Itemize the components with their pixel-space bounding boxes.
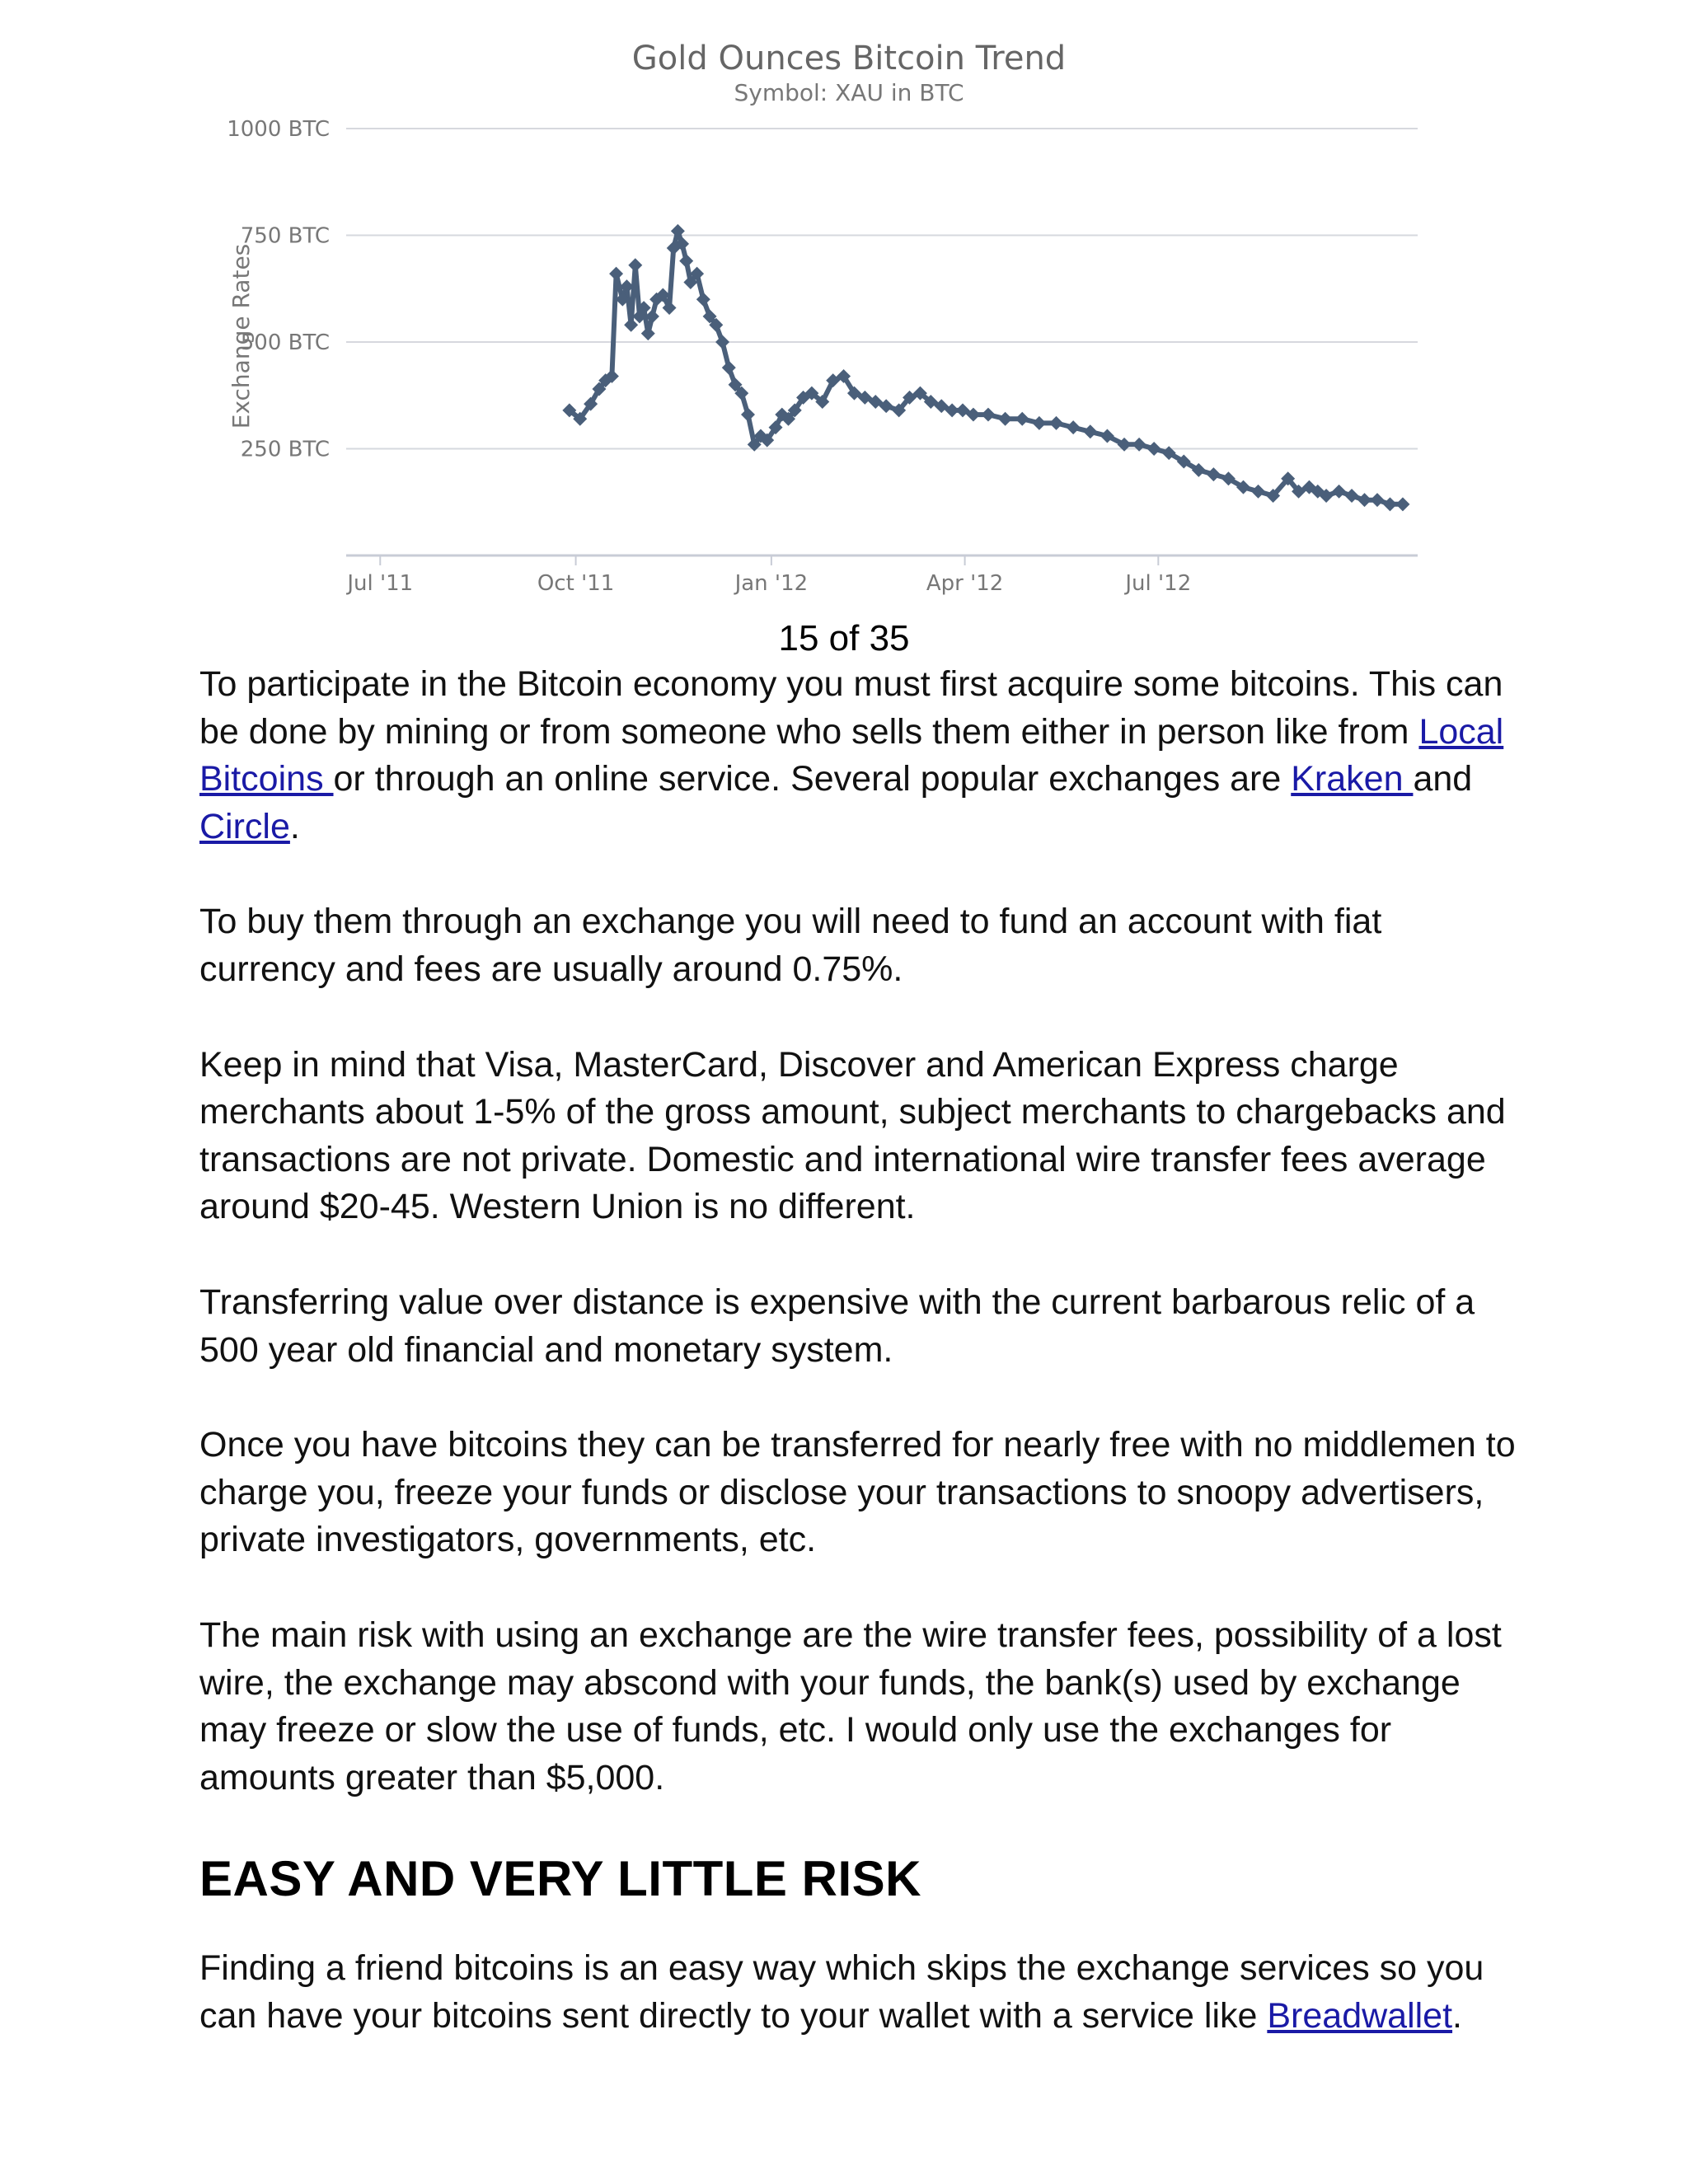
data-point xyxy=(1067,420,1081,434)
data-point xyxy=(981,408,995,422)
chart xyxy=(190,31,1442,608)
chart-title: Gold Ounces Bitcoin Trend xyxy=(631,40,1067,77)
link-kraken[interactable]: Kraken xyxy=(1291,759,1414,799)
text: . xyxy=(289,806,300,846)
x-tick-label: Oct '11 xyxy=(537,571,615,596)
x-tick-label: Jul '11 xyxy=(347,571,414,596)
link-circle[interactable]: Circle xyxy=(199,806,290,846)
data-point xyxy=(641,326,655,340)
document-body xyxy=(199,661,1518,2088)
paragraph-exchange-risk: The main risk with using an exchange are the wire transfer fees, possibility of a lost wire, the exchange may abscond with your funds, the bank(s) used by exchange may freeze or slow the use of funds, etc. I would only use the exchanges for amounts greater than $5,000. xyxy=(199,1615,1502,1797)
data-point xyxy=(1357,493,1372,507)
data-point xyxy=(696,293,710,307)
data-point xyxy=(1371,493,1385,507)
data-point xyxy=(1383,497,1397,511)
data-point xyxy=(1207,467,1221,481)
paragraph-transfer-cost: Transferring value over distance is expensive with the current barbarous relic of a 500 year old financial and monetary system. xyxy=(199,1282,1475,1370)
y-tick-label: 500 BTC xyxy=(240,330,330,355)
data-point xyxy=(1332,485,1346,499)
text: . xyxy=(1452,1995,1462,2036)
data-point xyxy=(1251,485,1265,499)
data-point xyxy=(998,412,1012,426)
x-tick-label: Jan '12 xyxy=(734,571,809,596)
link-breadwallet[interactable]: Breadwallet xyxy=(1267,1995,1453,2036)
y-tick-label: 1000 BTC xyxy=(227,117,330,142)
y-tick-label: 750 BTC xyxy=(240,223,330,249)
text: Finding a friend bitcoins is an easy way which skips the exchange services so you can have your bitcoins sent directly to your wallet with a service like xyxy=(199,1948,1484,2036)
grid-lines xyxy=(346,129,1418,449)
link-local-bitcoins[interactable]: Local Bitcoins xyxy=(199,711,1504,799)
data-point xyxy=(1395,497,1409,511)
paragraph-free-transfer: Once you have bitcoins they can be transferred for nearly free with no middlemen to charge you, freeze your funds or disclose your transactions to snoopy advertisers, private investigators, governments, etc. xyxy=(199,1425,1516,1560)
data-point xyxy=(1147,442,1161,456)
section-heading: EASY AND VERY LITTLE RISK xyxy=(199,1851,921,1907)
data-point xyxy=(628,258,642,272)
series-line-group xyxy=(562,224,1409,511)
text: or through an online service. Several popular exchanges are xyxy=(333,759,1292,799)
data-point xyxy=(1345,489,1359,503)
y-tick-label: 250 BTC xyxy=(240,437,330,462)
data-point xyxy=(1032,416,1046,430)
text: To participate in the Bitcoin economy you must first acquire some bitcoins. This can be done by mining or from someone who sells them either in person like from xyxy=(199,664,1503,752)
data-point xyxy=(715,335,729,349)
paragraph-card-fees: Keep in mind that Visa, MasterCard, Discover and American Express charge merchants about 1-5% of the gross amount, subject merchants to chargebacks and transactions are not private. Domestic and international wire transfer fees average around $20-45. Western Union is no different. xyxy=(199,1044,1506,1227)
text: and xyxy=(1413,759,1473,799)
x-axis-ticks xyxy=(345,555,1191,596)
data-point xyxy=(722,361,736,375)
paragraph-friend xyxy=(199,1945,1518,2040)
data-point xyxy=(1083,424,1097,438)
data-point xyxy=(1015,412,1029,426)
data-point xyxy=(609,267,623,281)
x-tick-label: Apr '12 xyxy=(926,571,1004,596)
chart-subtitle: Symbol: XAU in BTC xyxy=(734,79,964,106)
data-point xyxy=(679,254,693,268)
chart-svg xyxy=(190,31,1442,608)
paragraph-acquire xyxy=(199,661,1518,851)
y-axis-label: Exchange Rates xyxy=(227,243,255,429)
data-point xyxy=(624,318,638,332)
data-point xyxy=(1049,416,1063,430)
x-tick-label: Jul '12 xyxy=(1125,571,1192,596)
page-counter: 15 of 35 xyxy=(778,618,910,658)
paragraph-exchange-fees: To buy them through an exchange you will need to fund an account with fiat currency and fees are usually around 0.75%. xyxy=(199,902,1382,989)
data-point xyxy=(741,408,755,422)
